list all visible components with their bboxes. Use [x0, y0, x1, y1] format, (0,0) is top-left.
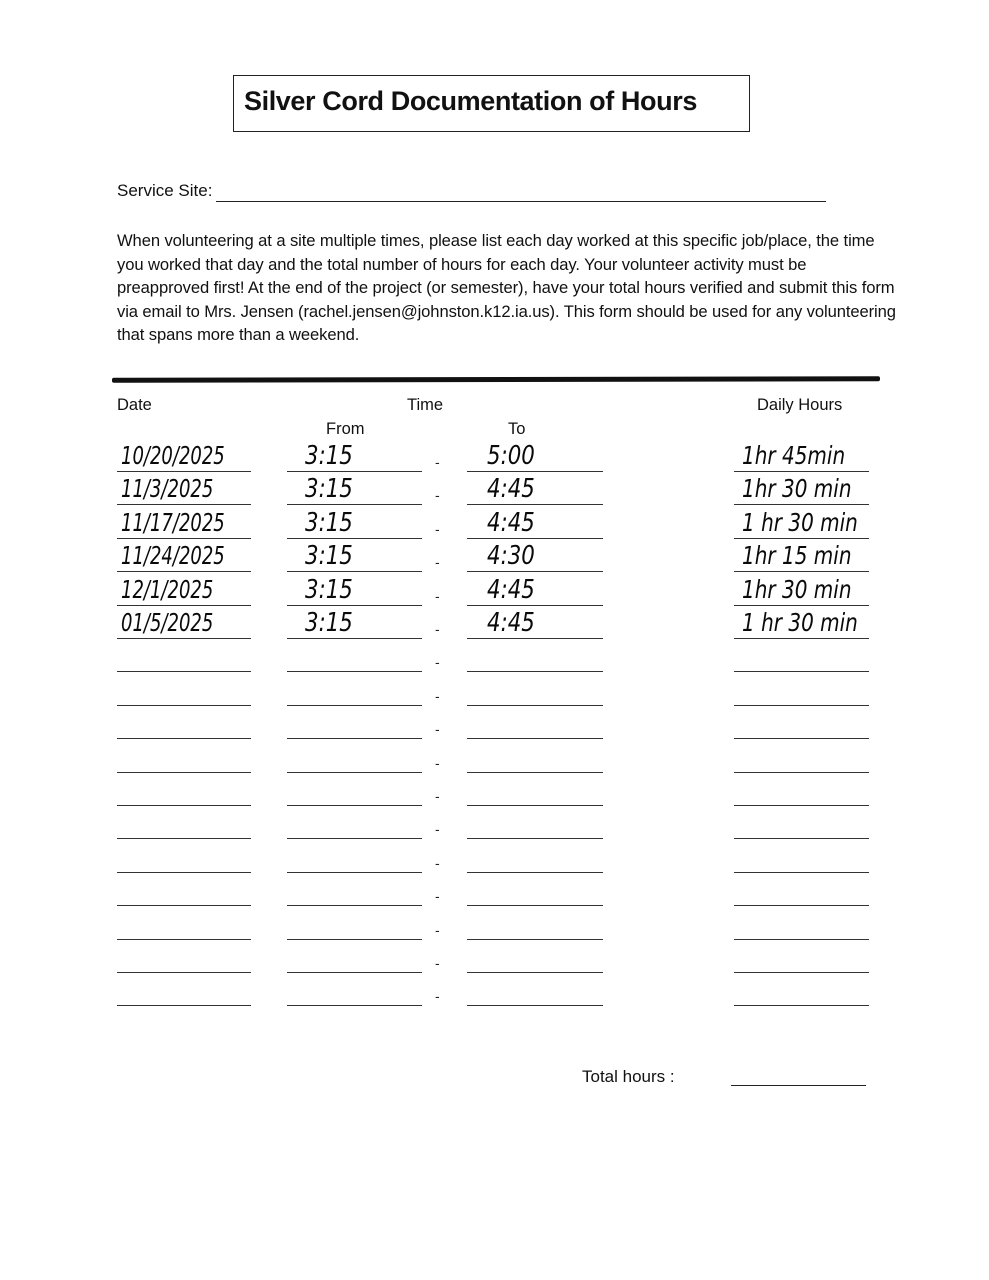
time-from-field[interactable]: [287, 605, 422, 639]
daily-hours-field[interactable]: [734, 972, 869, 1006]
time-from-value: 3:15: [305, 574, 353, 605]
section-divider: [112, 376, 880, 383]
date-field[interactable]: [117, 471, 251, 505]
time-to-field[interactable]: [467, 638, 603, 672]
daily-hours-value: 1hr 45min: [742, 441, 846, 470]
daily-hours-field[interactable]: [734, 839, 869, 873]
time-to-field[interactable]: [467, 906, 603, 940]
time-to-field[interactable]: [467, 872, 603, 906]
table-row: [0, 805, 989, 839]
title-box: [233, 75, 750, 132]
daily-hours-field[interactable]: [734, 572, 869, 606]
time-from-field[interactable]: [287, 638, 422, 672]
daily-hours-field[interactable]: [734, 872, 869, 906]
column-header-from: From: [326, 420, 365, 438]
table-row: [0, 906, 989, 940]
total-hours-label: Total hours :: [582, 1067, 675, 1086]
table-row: [0, 505, 989, 539]
column-header-to: To: [508, 420, 526, 438]
daily-hours-field[interactable]: [734, 505, 869, 539]
time-from-field[interactable]: [287, 939, 422, 973]
date-value: 11/3/2025: [121, 474, 214, 504]
time-from-field[interactable]: [287, 471, 422, 505]
time-from-field[interactable]: [287, 538, 422, 572]
time-separator: -: [435, 821, 440, 838]
daily-hours-field[interactable]: [734, 471, 869, 505]
time-from-field[interactable]: [287, 672, 422, 706]
table-row: [0, 839, 989, 873]
instructions-paragraph: When volunteering at a site multiple times, please list each day worked at this specific job/place, the time you worked that day and the total number of hours for each day. Your volunteer activity must be preapproved first! At the end of the project (or semester), have your total hours verified and submit this form via email to Mrs. Jensen (rachel.jensen@johnston.k12.ia.us). This form should be used for any volunteering that spans more than a weekend.: [117, 231, 896, 345]
daily-hours-field[interactable]: [734, 538, 869, 572]
time-from-field[interactable]: [287, 906, 422, 940]
time-separator: -: [435, 955, 440, 971]
daily-hours-field[interactable]: [734, 638, 869, 672]
daily-hours-field[interactable]: [734, 939, 869, 973]
time-to-field[interactable]: [467, 839, 603, 873]
time-from-value: 3:15: [305, 608, 353, 638]
table-row: [0, 572, 989, 606]
table-row: [0, 438, 989, 472]
time-separator: -: [435, 487, 440, 504]
date-field[interactable]: [117, 505, 251, 539]
time-to-field[interactable]: [467, 505, 603, 539]
time-to-value: 4:45: [487, 574, 535, 605]
time-to-field[interactable]: [467, 438, 603, 472]
time-from-field[interactable]: [287, 705, 422, 739]
time-to-field[interactable]: [467, 772, 603, 806]
date-value: 01/5/2025: [121, 608, 214, 637]
daily-hours-value: 1 hr 30 min: [742, 608, 858, 637]
time-separator: -: [435, 520, 440, 537]
time-from-field[interactable]: [287, 572, 422, 606]
daily-hours-field[interactable]: [734, 438, 869, 472]
time-from-field[interactable]: [287, 872, 422, 906]
time-separator: -: [435, 454, 440, 470]
form-title: Silver Cord Documentation of Hours: [244, 86, 697, 116]
time-separator: -: [435, 921, 440, 938]
daily-hours-field[interactable]: [734, 672, 869, 706]
date-field[interactable]: [117, 605, 251, 639]
table-row: [0, 705, 989, 739]
time-separator: -: [435, 554, 440, 571]
time-separator: -: [435, 854, 440, 871]
time-from-value: 3:15: [305, 474, 353, 505]
time-to-field[interactable]: [467, 805, 603, 839]
time-from-value: 3:15: [305, 507, 353, 538]
date-field[interactable]: [117, 839, 251, 873]
table-row: [0, 972, 989, 1006]
table-row: [0, 939, 989, 973]
table-row: [0, 471, 989, 505]
date-value: 11/17/2025: [121, 507, 225, 537]
time-separator: -: [435, 721, 440, 738]
time-to-value: 4:30: [487, 541, 535, 572]
date-field[interactable]: [117, 906, 251, 940]
time-to-value: 5:00: [487, 441, 535, 471]
time-to-field[interactable]: [467, 939, 603, 973]
time-to-value: 4:45: [487, 474, 535, 505]
date-field[interactable]: [117, 572, 251, 606]
daily-hours-value: 1 hr 30 min: [742, 507, 858, 537]
daily-hours-value: 1hr 30 min: [742, 574, 852, 604]
time-from-value: 3:15: [305, 541, 353, 572]
date-field[interactable]: [117, 739, 251, 773]
time-separator: -: [435, 621, 440, 637]
daily-hours-field[interactable]: [734, 605, 869, 639]
time-from-field[interactable]: [287, 772, 422, 806]
date-value: 10/20/2025: [121, 441, 225, 470]
time-separator: -: [435, 687, 440, 704]
time-to-field[interactable]: [467, 972, 603, 1006]
date-field[interactable]: [117, 705, 251, 739]
date-field[interactable]: [117, 438, 251, 472]
service-site-field[interactable]: [216, 201, 826, 202]
time-separator: -: [435, 988, 440, 1005]
time-separator: -: [435, 788, 440, 804]
column-header-daily-hours: Daily Hours: [757, 396, 843, 414]
column-header-date: Date: [117, 396, 152, 414]
table-row: [0, 672, 989, 706]
time-to-field[interactable]: [467, 739, 603, 773]
time-from-field[interactable]: [287, 972, 422, 1006]
time-from-field[interactable]: [287, 805, 422, 839]
date-field[interactable]: [117, 872, 251, 906]
time-separator: -: [435, 587, 440, 604]
time-from-value: 3:15: [305, 441, 353, 471]
daily-hours-field[interactable]: [734, 906, 869, 940]
date-field[interactable]: [117, 672, 251, 706]
daily-hours-field[interactable]: [734, 705, 869, 739]
time-to-value: 4:45: [487, 608, 535, 638]
time-from-field[interactable]: [287, 438, 422, 472]
date-field[interactable]: [117, 638, 251, 672]
table-row: [0, 605, 989, 639]
time-separator: -: [435, 654, 440, 671]
time-to-value: 4:45: [487, 507, 535, 538]
time-to-field[interactable]: [467, 672, 603, 706]
daily-hours-value: 1hr 30 min: [742, 474, 852, 504]
time-to-field[interactable]: [467, 705, 603, 739]
time-separator: -: [435, 888, 440, 905]
time-to-field[interactable]: [467, 572, 603, 606]
daily-hours-value: 1hr 15 min: [742, 541, 852, 571]
table-row: [0, 538, 989, 572]
date-value: 11/24/2025: [121, 541, 225, 571]
time-from-field[interactable]: [287, 739, 422, 773]
date-field[interactable]: [117, 972, 251, 1006]
time-to-field[interactable]: [467, 605, 603, 639]
table-row: [0, 772, 989, 806]
time-from-field[interactable]: [287, 839, 422, 873]
date-field[interactable]: [117, 939, 251, 973]
table-row: [0, 739, 989, 773]
table-row: [0, 872, 989, 906]
column-header-time: Time: [407, 396, 444, 414]
date-field[interactable]: [117, 538, 251, 572]
daily-hours-field[interactable]: [734, 739, 869, 773]
daily-hours-field[interactable]: [734, 805, 869, 839]
service-site-label: Service Site:: [117, 181, 213, 200]
date-value: 12/1/2025: [121, 574, 214, 604]
total-hours-field[interactable]: [731, 1085, 866, 1086]
time-from-field[interactable]: [287, 505, 422, 539]
table-row: [0, 638, 989, 672]
date-field[interactable]: [117, 805, 251, 839]
date-field[interactable]: [117, 772, 251, 806]
time-to-field[interactable]: [467, 538, 603, 572]
time-separator: -: [435, 754, 440, 771]
daily-hours-field[interactable]: [734, 772, 869, 806]
time-to-field[interactable]: [467, 471, 603, 505]
